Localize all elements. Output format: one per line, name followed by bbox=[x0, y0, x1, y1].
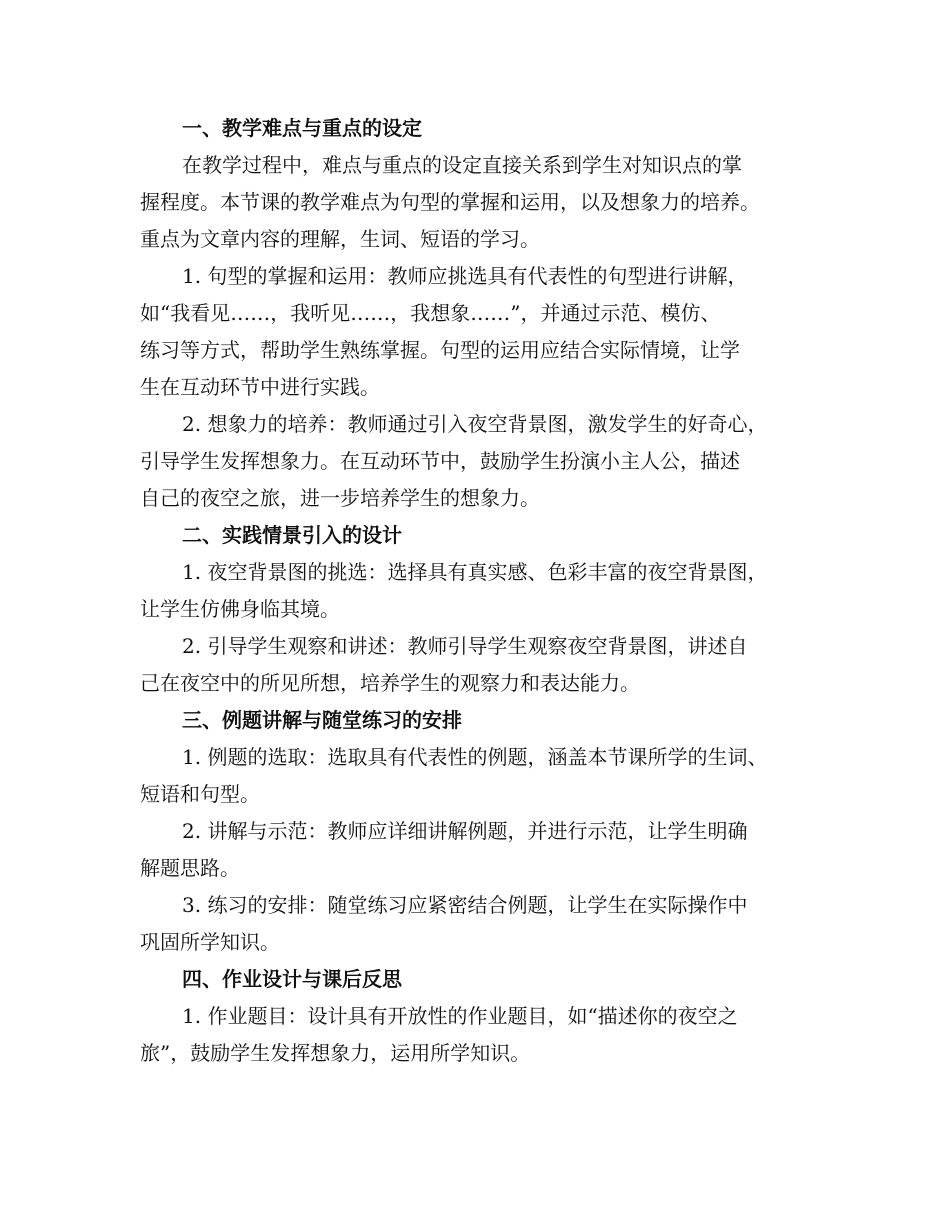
paragraph-line: 练习等方式，帮助学生熟练掌握。句型的运用应结合实际情境，让学 bbox=[140, 338, 740, 362]
paragraph bbox=[140, 554, 820, 628]
paragraph bbox=[140, 739, 820, 813]
paragraph-line: 旅”，鼓励学生发挥想象力，运用所学知识。 bbox=[140, 1041, 531, 1065]
section-heading: 四、作业设计与课后反思 bbox=[182, 967, 402, 991]
section-heading: 一、教学难点与重点的设定 bbox=[182, 116, 422, 140]
paragraph-line: 让学生仿佛身临其境。 bbox=[140, 597, 340, 621]
paragraph-line: 如“我看见……，我听见……，我想象……”，并通过示范、模仿、 bbox=[140, 301, 721, 325]
paragraph-line: 重点为文章内容的理解，生词、短语的学习。 bbox=[140, 227, 540, 251]
paragraph bbox=[140, 147, 820, 258]
paragraph-line: 1. 作业题目：设计具有开放性的作业题目，如“描述你的夜空之 bbox=[182, 1004, 738, 1028]
paragraph bbox=[140, 258, 820, 406]
paragraph-line: 1. 夜空背景图的挑选：选择具有真实感、色彩丰富的夜空背景图， bbox=[182, 560, 768, 584]
paragraph bbox=[140, 887, 820, 961]
paragraph-line: 短语和句型。 bbox=[140, 782, 260, 806]
paragraph bbox=[140, 998, 820, 1072]
section-heading: 三、例题讲解与随堂练习的安排 bbox=[182, 708, 462, 732]
paragraph-line: 3. 练习的安排：随堂练习应紧密结合例题，让学生在实际操作中 bbox=[182, 893, 748, 917]
paragraph-line: 2. 讲解与示范：教师应详细讲解例题，并进行示范，让学生明确 bbox=[182, 819, 748, 843]
paragraph bbox=[140, 406, 820, 517]
paragraph-line: 自己的夜空之旅，进一步培养学生的想象力。 bbox=[140, 486, 540, 510]
paragraph-line: 握程度。本节课的教学难点为句型的掌握和运用，以及想象力的培养。 bbox=[140, 190, 760, 214]
paragraph-line: 引导学生发挥想象力。在互动环节中，鼓励学生扮演小主人公，描述 bbox=[140, 449, 740, 473]
paragraph-line: 解题思路。 bbox=[140, 856, 240, 880]
paragraph-line: 2. 引导学生观察和讲述：教师引导学生观察夜空背景图，讲述自 bbox=[182, 634, 748, 658]
section-heading: 二、实践情景引入的设计 bbox=[182, 523, 402, 547]
paragraph-line: 1. 例题的选取：选取具有代表性的例题，涵盖本节课所学的生词、 bbox=[182, 745, 768, 769]
paragraph bbox=[140, 628, 820, 702]
paragraph-line: 巩固所学知识。 bbox=[140, 930, 280, 954]
paragraph-line: 生在互动环节中进行实践。 bbox=[140, 375, 380, 399]
paragraph-line: 1. 句型的掌握和运用：教师应挑选具有代表性的句型进行讲解， bbox=[182, 264, 748, 288]
document-body bbox=[140, 110, 820, 1072]
paragraph-line: 2. 想象力的培养：教师通过引入夜空背景图，激发学生的好奇心， bbox=[182, 412, 768, 436]
paragraph bbox=[140, 813, 820, 887]
paragraph-line: 己在夜空中的所见所想，培养学生的观察力和表达能力。 bbox=[140, 671, 640, 695]
paragraph-line: 在教学过程中，难点与重点的设定直接关系到学生对知识点的掌 bbox=[182, 153, 742, 177]
